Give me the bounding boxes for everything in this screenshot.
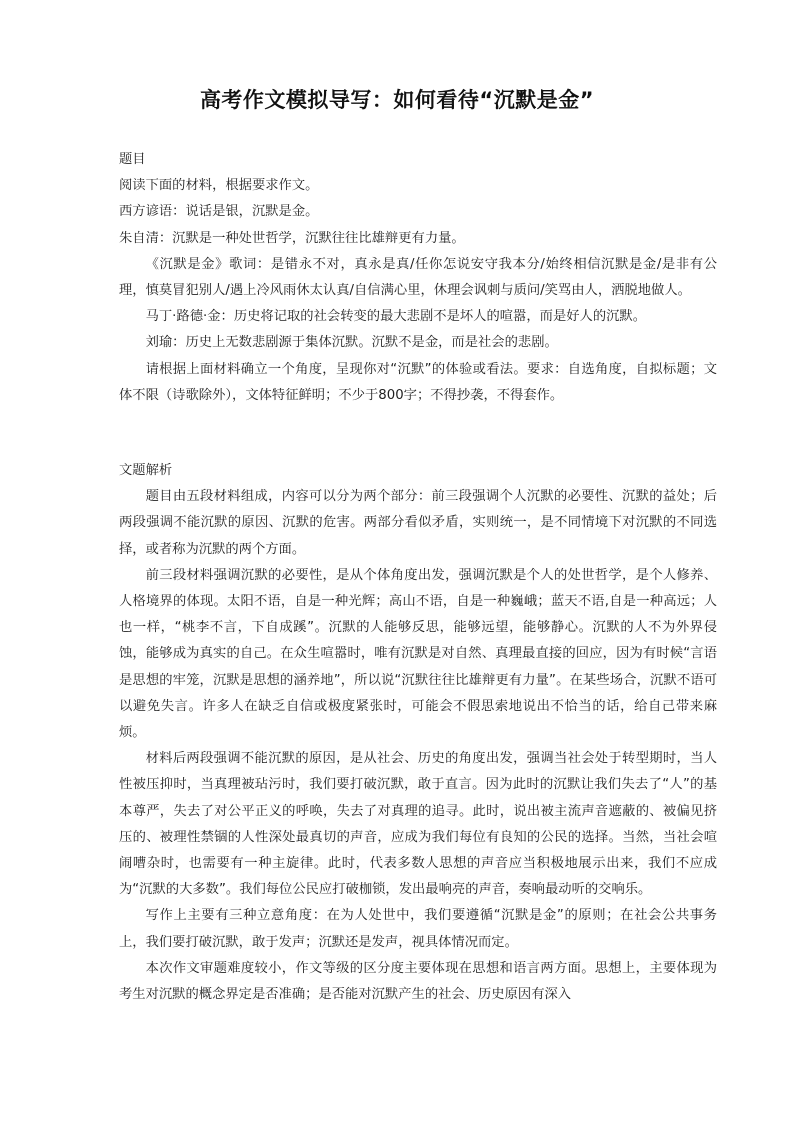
page-title: 高考作文模拟导写：如何看待“沉默是金” <box>199 88 595 112</box>
section-heading-analysis: 文题解析 <box>119 463 173 478</box>
material-zhu-ziqing: 朱自清：沉默是一种处世哲学，沉默往往比雄辩更有力量。 <box>119 230 465 246</box>
question-instruction: 阅读下面的材料，根据要求作文。 <box>119 178 319 194</box>
analysis-paragraph: 材料后两段强调不能沉默的原因，是从社会、历史的角度出发，强调当社会处于转型期时，当人性被压抑时，当真理被玷污时，我们要打破沉默，敢于直言。因为此时的沉默让我们失去了“人”的基本尊严，失去了对公平正义的呼唤，失去了对真理的追寻。此时，说出被主流声音遮蔽的、被偏见挤压的、被理性禁锢的人性深处最真切的声音，应成为我们每位有良知的公民的选择。当然，当社会喧闹嘈杂时，也需要有一种主旋律。此时，代表多数人思想的声音应当积极地展示出来，我们不应成为“沉默的大多数”。我们每位公民应打破枷锁，发出最响亮的声音，奏响最动听的交响乐。 <box>119 751 717 898</box>
material-proverb: 西方谚语：说话是银，沉默是金。 <box>119 204 319 220</box>
writing-requirements: 请根据上面材料确立一个角度，呈现你对“沉默”的体验或看法。要求：自选角度，自拟标题；文体不限（诗歌除外），文体特征鲜明；不少于800字；不得抄袭，不得套作。 <box>119 361 717 403</box>
material-song-lyrics: 《沉默是金》歌词：是错永不对，真永是真/任你怎说安守我本分/始终相信沉默是金/是非有公理，慎莫冒犯别人/遇上冷风雨休太认真/自信满心里，休理会讽刺与质问/笑骂由人，洒脱地做人。 <box>119 256 717 299</box>
analysis-paragraph: 题目由五段材料组成，内容可以分为两个部分：前三段强调个人沉默的必要性、沉默的益处；后两段强调不能沉默的原因、沉默的危害。两部分看似矛盾，实则统一，是不同情境下对沉默的不同选择，或者称为沉默的两个方面。 <box>119 489 717 557</box>
analysis-paragraph: 写作上主要有三种立意角度：在为人处世中，我们要遵循“沉默是金”的原则；在社会公共事务上，我们要打破沉默，敢于发声；沉默还是发声，视具体情况而定。 <box>119 908 717 950</box>
analysis-section <box>119 458 717 1008</box>
analysis-paragraph: 本次作文审题难度较小，作文等级的区分度主要体现在思想和语言两方面。思想上，主要体现为考生对沉默的概念界定是否准确；是否能对沉默产生的社会、历史原因有深入 <box>119 960 717 1003</box>
question-section <box>119 147 717 409</box>
analysis-paragraph: 前三段材料强调沉默的必要性，是从个体角度出发，强调沉默是个人的处世哲学，是个人修养、人格境界的体现。太阳不语，自是一种光辉；高山不语，自是一种巍峨；蓝天不语,自是一种高远；人也一样，“桃李不言，下自成蹊”。沉默的人能够反思，能够远望，能够静心。沉默的人不为外界侵蚀，能够成为真实的自己。在众生喧嚣时，唯有沉默是对自然、真理最直接的回应，因为有时候“言语是思想的牢笼，沉默是思想的涵养地”，所以说“沉默往往比雄辩更有力量”。在某些场合，沉默不语可以避免失言。许多人在缺乏自信或极度紧张时，可能会不假思索地说出不恰当的话，给自己带来麻烦。 <box>119 567 717 741</box>
material-mlk: 马丁·路德·金：历史将记取的社会转变的最大悲剧不是坏人的喧嚣，而是好人的沉默。 <box>145 309 647 325</box>
section-heading-question: 题目 <box>119 152 146 167</box>
material-liu-yu: 刘瑜：历史上无数悲剧源于集体沉默。沉默不是金，而是社会的悲剧。 <box>145 335 558 351</box>
